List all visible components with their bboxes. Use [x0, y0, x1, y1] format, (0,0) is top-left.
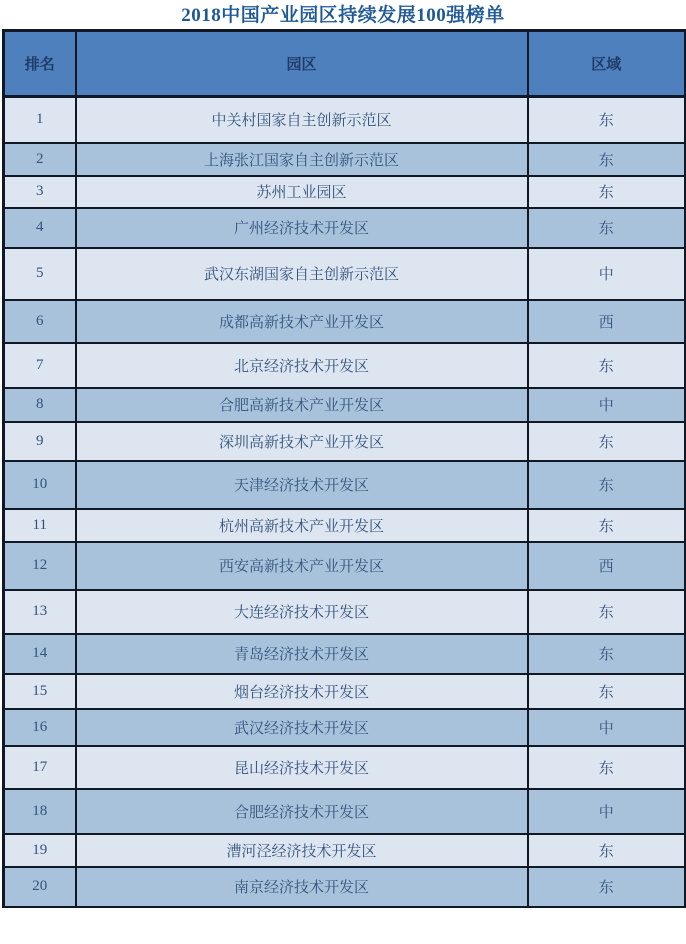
rank-cell: 13: [4, 590, 76, 634]
table-row: [4, 343, 686, 388]
rank-cell: 17: [4, 746, 76, 789]
rank-cell: 19: [4, 834, 76, 867]
park-cell: 深圳高新技术产业开发区: [76, 422, 528, 461]
ranking-table-body: [4, 97, 686, 907]
rank-cell: 10: [4, 461, 76, 509]
rank-cell: 14: [4, 634, 76, 674]
region-cell: 东: [528, 509, 686, 542]
rank-cell: 11: [4, 509, 76, 542]
region-cell: 东: [528, 143, 686, 176]
rank-cell: 1: [4, 97, 76, 143]
rank-cell: 3: [4, 176, 76, 208]
table-row: [4, 248, 686, 300]
rank-cell: 7: [4, 343, 76, 388]
header-cell-rank: 排名: [4, 31, 76, 97]
table-row: [4, 789, 686, 834]
table-row: [4, 674, 686, 709]
park-cell: 成都高新技术产业开发区: [76, 300, 528, 343]
park-cell: 广州经济技术开发区: [76, 208, 528, 248]
region-cell: 中: [528, 248, 686, 300]
region-cell: 中: [528, 388, 686, 422]
header-cell-park: 园区: [76, 31, 528, 97]
ranking-table: [2, 29, 686, 908]
park-cell: 昆山经济技术开发区: [76, 746, 528, 789]
rank-cell: 12: [4, 542, 76, 590]
rank-cell: 20: [4, 867, 76, 907]
region-cell: 东: [528, 208, 686, 248]
table-row: [4, 834, 686, 867]
region-cell: 东: [528, 746, 686, 789]
table-row: [4, 461, 686, 509]
table-row: [4, 300, 686, 343]
table-row: [4, 709, 686, 746]
park-cell: 北京经济技术开发区: [76, 343, 528, 388]
park-cell: 武汉经济技术开发区: [76, 709, 528, 746]
rank-cell: 6: [4, 300, 76, 343]
table-row: [4, 208, 686, 248]
rank-cell: 16: [4, 709, 76, 746]
park-cell: 杭州高新技术产业开发区: [76, 509, 528, 542]
region-cell: 东: [528, 867, 686, 907]
page-title: 2018中国产业园区持续发展100强榜单: [181, 5, 505, 26]
region-cell: 西: [528, 300, 686, 343]
table-row: [4, 97, 686, 143]
park-cell: 大连经济技术开发区: [76, 590, 528, 634]
region-cell: 中: [528, 789, 686, 834]
park-cell: 漕河泾经济技术开发区: [76, 834, 528, 867]
park-cell: 中关村国家自主创新示范区: [76, 97, 528, 143]
region-cell: 东: [528, 834, 686, 867]
rank-cell: 9: [4, 422, 76, 461]
region-cell: 东: [528, 97, 686, 143]
table-header-row: [4, 31, 686, 97]
table-row: [4, 422, 686, 461]
park-cell: 合肥高新技术产业开发区: [76, 388, 528, 422]
table-row: [4, 176, 686, 208]
rank-cell: 2: [4, 143, 76, 176]
rank-cell: 4: [4, 208, 76, 248]
table-row: [4, 388, 686, 422]
region-cell: 东: [528, 422, 686, 461]
rank-cell: 15: [4, 674, 76, 709]
header-cell-region: 区域: [528, 31, 686, 97]
park-cell: 武汉东湖国家自主创新示范区: [76, 248, 528, 300]
region-cell: 东: [528, 590, 686, 634]
table-row: [4, 143, 686, 176]
region-cell: 中: [528, 709, 686, 746]
park-cell: 青岛经济技术开发区: [76, 634, 528, 674]
table-row: [4, 634, 686, 674]
park-cell: 天津经济技术开发区: [76, 461, 528, 509]
park-cell: 上海张江国家自主创新示范区: [76, 143, 528, 176]
park-cell: 合肥经济技术开发区: [76, 789, 528, 834]
region-cell: 东: [528, 634, 686, 674]
park-cell: 烟台经济技术开发区: [76, 674, 528, 709]
region-cell: 东: [528, 176, 686, 208]
park-cell: 西安高新技术产业开发区: [76, 542, 528, 590]
park-cell: 苏州工业园区: [76, 176, 528, 208]
rank-cell: 18: [4, 789, 76, 834]
rank-cell: 8: [4, 388, 76, 422]
table-row: [4, 590, 686, 634]
rank-cell: 5: [4, 248, 76, 300]
table-row: [4, 746, 686, 789]
region-cell: 东: [528, 674, 686, 709]
region-cell: 西: [528, 542, 686, 590]
region-cell: 东: [528, 461, 686, 509]
table-row: [4, 867, 686, 907]
table-row: [4, 542, 686, 590]
region-cell: 东: [528, 343, 686, 388]
park-cell: 南京经济技术开发区: [76, 867, 528, 907]
ranking-table-head: [4, 31, 686, 97]
table-row: [4, 509, 686, 542]
